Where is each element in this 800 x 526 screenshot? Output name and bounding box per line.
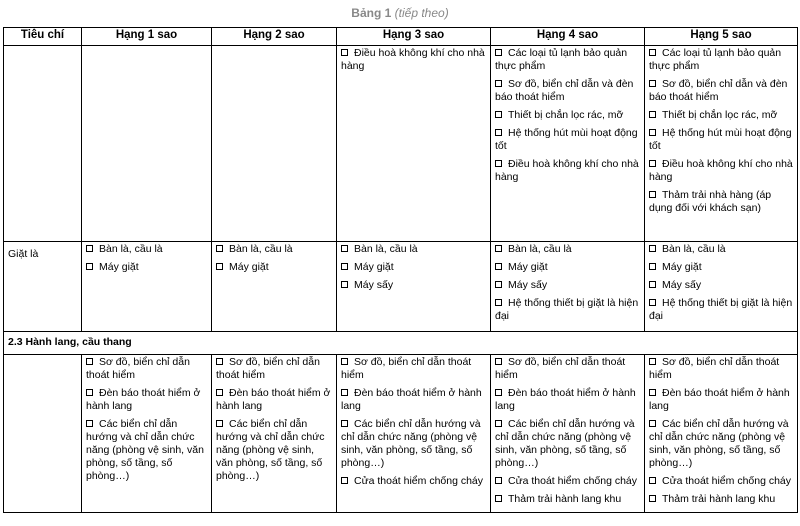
list-item-text: Máy giặt [662,261,702,273]
list-item-text: Bàn là, cầu là [354,243,418,255]
requirement-cell [491,46,645,242]
checkbox-icon [495,263,502,270]
header-row [4,28,798,46]
list-item [216,387,332,413]
list-item [649,475,793,488]
list-item [649,261,793,274]
list-item-text: Đèn báo thoát hiểm ở hành lang [649,387,790,412]
list-item [216,261,332,274]
list-item-text: Máy giặt [229,261,269,273]
caption-subtitle: (tiếp theo) [394,6,449,20]
list-item-text: Đèn báo thoát hiểm ở hành lang [341,387,482,412]
checkbox-icon [216,358,223,365]
list-item [649,418,793,470]
list-item-text: Các biển chỉ dẫn hướng và chỉ dẫn chức năng (phòng vệ sinh, văn phòng, số tầng, số phòng…) [495,418,635,469]
list-item-text: Máy giặt [354,261,394,273]
list-item-text: Điều hoà không khí cho nhà hàng [341,47,485,72]
list-item-text: Sơ đồ, biển chỉ dẫn và đèn báo thoát hiểm [495,78,634,103]
list-item [341,418,486,470]
standards-table [3,27,798,513]
list-item [495,493,640,506]
list-item [86,356,207,382]
list-item [649,78,793,104]
list-item [649,47,793,73]
list-item [495,279,640,292]
list-item [495,109,640,122]
table-row [4,355,798,513]
criteria-cell: Giặt là [4,242,82,332]
requirement-cell [212,242,337,332]
list-item-text: Đèn báo thoát hiểm ở hành lang [86,387,201,412]
checkbox-icon [341,281,348,288]
checkbox-icon [86,358,93,365]
checkbox-icon [216,420,223,427]
table-row [4,46,798,242]
list-item-text: Bàn là, cầu là [662,243,726,255]
checkbox-icon [649,299,656,306]
list-item-text: Cửa thoát hiểm chống cháy [662,475,792,487]
checkbox-icon [649,80,656,87]
list-item [86,418,207,483]
checkbox-icon [341,245,348,252]
list-item [495,387,640,413]
checkbox-icon [649,358,656,365]
list-item-text: Điều hoà không khí cho nhà hàng [649,158,793,183]
list-item [649,109,793,122]
checkbox-icon [86,245,93,252]
list-item-text: Cửa thoát hiểm chống cháy [508,475,638,487]
caption-title: Bảng 1 [351,6,392,20]
checkbox-icon [216,245,223,252]
requirement-cell [82,46,212,242]
list-item [341,387,486,413]
header-2-star: Hạng 2 sao [212,28,337,46]
list-item [216,243,332,256]
checkbox-icon [649,111,656,118]
checkbox-icon [216,389,223,396]
checkbox-icon [86,389,93,396]
list-item-text: Hệ thống hút mùi hoạt động tốt [495,127,638,152]
checkbox-icon [341,49,348,56]
checkbox-icon [495,160,502,167]
list-item-text: Máy giặt [508,261,548,273]
list-item [495,418,640,470]
list-item-text: Các biển chỉ dẫn hướng và chỉ dẫn chức năng (phòng vệ sinh, văn phòng, số tầng, số phòng…) [341,418,481,469]
list-item [649,356,793,382]
list-item-text: Bàn là, cầu là [229,243,293,255]
checkbox-icon [495,299,502,306]
header-criteria: Tiêu chí [4,28,82,46]
requirement-cell [645,242,798,332]
header-3-star: Hạng 3 sao [337,28,491,46]
requirement-cell [337,242,491,332]
list-item-text: Đèn báo thoát hiểm ở hành lang [495,387,636,412]
list-item-text: Sơ đồ, biển chỉ dẫn thoát hiểm [341,356,472,381]
list-item [495,356,640,382]
checkbox-icon [649,420,656,427]
list-item-text: Bàn là, cầu là [99,243,163,255]
list-item-text: Sơ đồ, biển chỉ dẫn thoát hiểm [649,356,780,381]
checkbox-icon [649,389,656,396]
header-5-star: Hạng 5 sao [645,28,798,46]
checkbox-icon [649,49,656,56]
list-item-text: Các loại tủ lạnh bảo quản thực phẩm [649,47,782,72]
list-item-text: Máy sấy [662,279,702,291]
checkbox-icon [649,281,656,288]
list-item-text: Hệ thống thiết bị giặt là hiện đại [649,297,793,322]
checkbox-icon [495,477,502,484]
list-item-text: Điều hoà không khí cho nhà hàng [495,158,639,183]
list-item-text: Sơ đồ, biển chỉ dẫn thoát hiểm [495,356,626,381]
list-item-text: Các biển chỉ dẫn hướng và chỉ dẫn chức năng (phòng vệ sinh, văn phòng, số tầng, số phòng…) [216,418,325,482]
checkbox-icon [341,263,348,270]
list-item [495,475,640,488]
criteria-cell [4,46,82,242]
list-item-text: Thảm trải hành lang khu [508,493,622,505]
checkbox-icon [495,358,502,365]
checkbox-icon [495,80,502,87]
list-item-text: Sơ đồ, biển chỉ dẫn thoát hiểm [216,356,320,381]
list-item [495,47,640,73]
list-item [649,387,793,413]
list-item [86,243,207,256]
checkbox-icon [495,111,502,118]
list-item [341,475,486,488]
list-item-text: Thiết bị chắn lọc rác, mỡ [508,109,624,121]
checkbox-icon [649,263,656,270]
list-item [341,243,486,256]
list-item [495,158,640,184]
list-item-text: Các biển chỉ dẫn hướng và chỉ dẫn chức năng (phòng vệ sinh, văn phòng, số tầng, số phòng…) [86,418,204,482]
checkbox-icon [86,263,93,270]
list-item-text: Sơ đồ, biển chỉ dẫn và đèn báo thoát hiểm [649,78,788,103]
checkbox-icon [341,358,348,365]
list-item-text: Bàn là, cầu là [508,243,572,255]
list-item [649,189,793,215]
checkbox-icon [649,160,656,167]
requirement-cell [82,355,212,513]
list-item-text: Hệ thống hút mùi hoạt động tốt [649,127,792,152]
section-title: 2.3 Hành lang, cầu thang [4,332,798,355]
list-item-text: Máy sấy [354,279,394,291]
checkbox-icon [341,420,348,427]
requirement-cell [337,46,491,242]
checkbox-icon [495,281,502,288]
requirement-cell [212,46,337,242]
checkbox-icon [341,389,348,396]
list-item [341,279,486,292]
list-item [649,297,793,323]
checkbox-icon [649,191,656,198]
checkbox-icon [86,420,93,427]
list-item-text: Đèn báo thoát hiểm ở hành lang [216,387,331,412]
list-item [86,261,207,274]
checkbox-icon [495,49,502,56]
list-item [341,356,486,382]
list-item-text: Sơ đồ, biển chỉ dẫn thoát hiểm [86,356,190,381]
list-item [495,261,640,274]
list-item-text: Các loại tủ lạnh bảo quản thực phẩm [495,47,628,72]
list-item-text: Máy giặt [99,261,139,273]
list-item [495,127,640,153]
list-item [86,387,207,413]
list-item [649,158,793,184]
checkbox-icon [649,129,656,136]
checkbox-icon [495,389,502,396]
list-item [495,243,640,256]
table-row [4,242,798,332]
header-4-star: Hạng 4 sao [491,28,645,46]
list-item [495,297,640,323]
requirement-cell [491,242,645,332]
section-row [4,332,798,355]
requirement-cell [645,46,798,242]
list-item [649,279,793,292]
list-item [495,78,640,104]
checkbox-icon [495,129,502,136]
list-item [649,243,793,256]
checkbox-icon [649,477,656,484]
checkbox-icon [216,263,223,270]
list-item-text: Hệ thống thiết bị giặt là hiện đại [495,297,639,322]
criteria-cell [4,355,82,513]
list-item-text: Thiết bị chắn lọc rác, mỡ [662,109,778,121]
requirement-cell [82,242,212,332]
list-item [649,127,793,153]
requirement-cell [491,355,645,513]
requirement-cell [645,355,798,513]
checkbox-icon [649,495,656,502]
list-item [649,493,793,506]
list-item-text: Thảm trải nhà hàng (áp dụng đối với khách sạn) [649,189,772,214]
checkbox-icon [495,245,502,252]
requirement-cell [337,355,491,513]
checkbox-icon [495,420,502,427]
requirement-cell [212,355,337,513]
checkbox-icon [495,495,502,502]
list-item [216,418,332,483]
header-1-star: Hạng 1 sao [82,28,212,46]
list-item-text: Thảm trải hành lang khu [662,493,776,505]
checkbox-icon [341,477,348,484]
list-item [341,47,486,73]
list-item [216,356,332,382]
list-item-text: Các biển chỉ dẫn hướng và chỉ dẫn chức năng (phòng vệ sinh, văn phòng, số tầng, số phòng…) [649,418,789,469]
table-caption [0,6,800,20]
checkbox-icon [649,245,656,252]
list-item-text: Cửa thoát hiểm chống cháy [354,475,484,487]
list-item [341,261,486,274]
list-item-text: Máy sấy [508,279,548,291]
